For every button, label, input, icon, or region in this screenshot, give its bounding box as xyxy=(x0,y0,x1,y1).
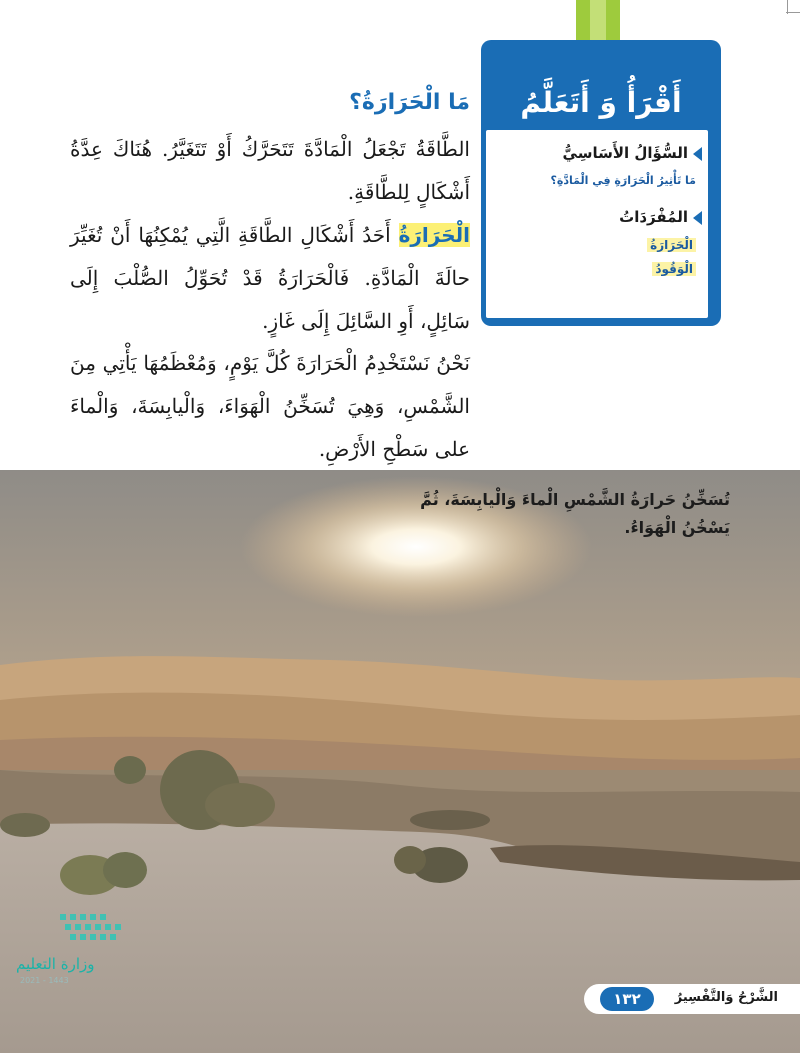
ministry-logo-text: وزارة التعليم xyxy=(16,955,95,973)
essential-question-heading: السُّؤَالُ الأَسَاسِيُّ xyxy=(563,144,702,162)
triangle-bullet-icon xyxy=(693,147,702,161)
box-content xyxy=(486,130,708,318)
key-term-heat: الْحَرَارَةُ xyxy=(398,223,470,247)
essential-question: مَا تَأْثِيرُ الْحَرَارَةِ فِي الْمَادَّةِ؟ xyxy=(550,174,696,187)
triangle-bullet-icon xyxy=(693,211,702,225)
ministry-logo-year: 2021 - 1443 xyxy=(20,976,69,985)
photo-caption: تُسَخِّنُ حَرارَةُ الشَّمْسِ الْماءَ وَالْيابِسَةَ، ثُمَّ يَسْخُنُ الْهَوَاءُ. xyxy=(420,490,730,537)
paragraph-2 xyxy=(70,214,470,343)
vocabulary-heading: المُفْرَدَاتُ xyxy=(619,208,702,226)
page-number: ١٣٢ xyxy=(600,987,654,1011)
box-title: أَقْرَأُ وَ أَتَعَلَّمُ xyxy=(520,86,682,119)
footer-section-label: الشَّرْحُ وَالتَّفْسِيرُ xyxy=(674,990,778,1005)
vocab-item-heat: الْحَرَارَةُ xyxy=(647,238,696,252)
read-learn-box xyxy=(481,40,721,326)
paragraph-1: الطَّاقَةُ تَجْعَلُ الْمَادَّةَ تَتَحَرَّكُ أَوْ تَتَغَيَّرُ. هُنَاكَ عِدَّةُ أَشْكَالٍ لِلطَّاقَةِ. xyxy=(70,137,470,204)
paragraph-3: نَحْنُ نَسْتَخْدِمُ الْحَرَارَةَ كُلَّ يَوْمٍ، وَمُعْظَمُهَا يَأْتِي مِنَ الشَّمْسِ، وَهِيَ تُسَخِّنُ الْهَوَاءَ، وَالْيابِسَةَ، وَالْماءَ على سَطْحِ الأَرْضِ. xyxy=(70,351,470,461)
paragraph-2-text: أَحَدُ أَشْكَالِ الطَّاقَةِ الَّتِي يُمْكِنُهَا أَنْ تُغَيِّرَ حالَةَ الْمَادَّةِ. فَالْحَرَارَةُ قَدْ تُحَوِّلُ الصُّلْبَ إِلَى سَائِلٍ، أَوِ السَّائِلَ إِلَى غَازٍ. xyxy=(70,223,470,333)
section-title: مَا الْحَرَارَةُ؟ xyxy=(349,90,470,115)
crop-mark xyxy=(786,12,800,13)
vocab-item-fuel: الْوَقُودُ xyxy=(652,262,696,276)
